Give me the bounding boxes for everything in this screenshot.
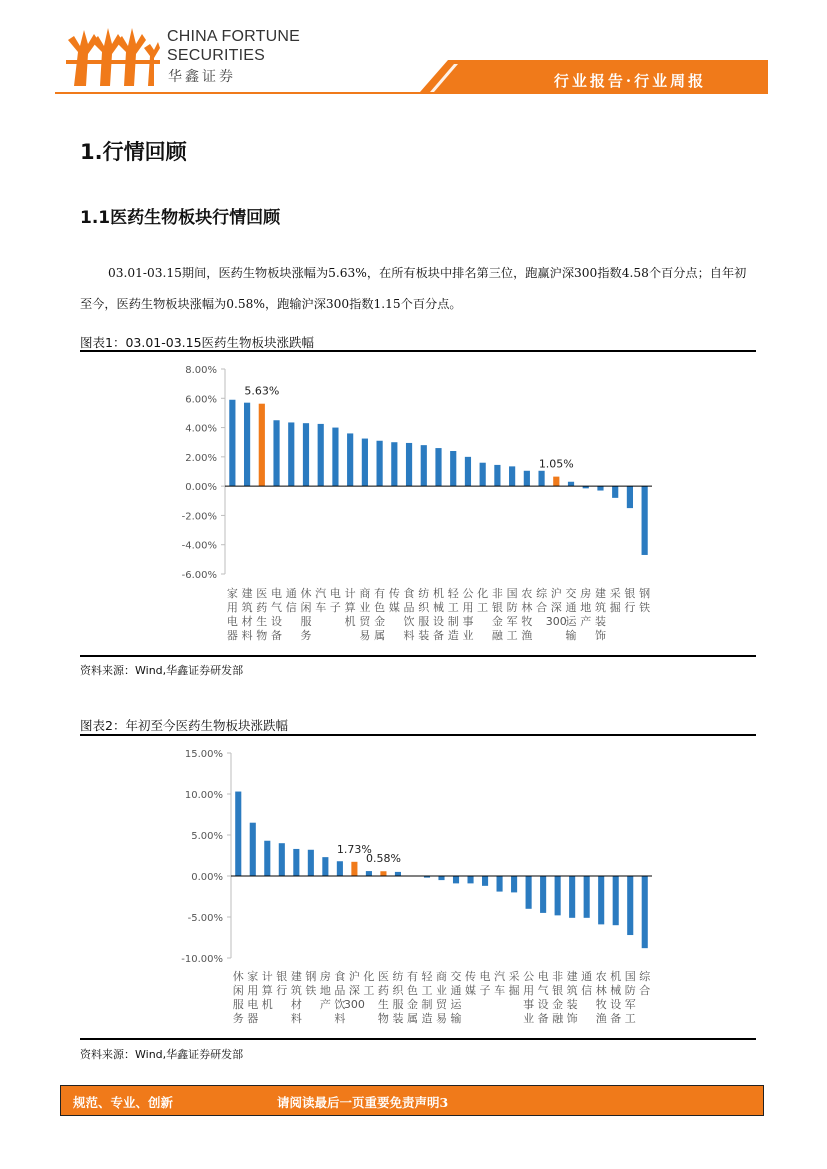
data-label: 1.05% [538,457,574,471]
x-tick-label: 机械设备 [433,587,444,642]
bar-医药生物 [259,404,265,486]
x-tick-label: 钢铁 [639,587,651,614]
x-tick-label: 纺织服装 [418,587,430,642]
bar-纺织服装 [395,872,401,876]
bar-商业贸易 [438,876,444,880]
y-tick-label: -6.00% [181,570,217,581]
x-tick-label: 钢铁 [305,970,317,997]
y-tick-label: 8.00% [185,365,217,376]
x-tick-label: 农林牧渔 [595,970,607,1025]
x-tick-label: 食品饮料 [334,970,346,1025]
x-tick-label: 医药生物 [377,970,389,1025]
x-tick-label: 汽车 [315,587,327,614]
figure-1-source: 资料来源：Wind,华鑫证券研发部 [80,664,244,677]
x-tick-label: 采掘 [508,970,520,997]
figure-2-bottom-rule [80,1038,756,1040]
x-tick-label: 传媒 [465,970,477,997]
x-tick-label: 汽车 [494,970,506,997]
data-label: 5.63% [244,384,280,398]
y-tick-label: -4.00% [181,540,217,552]
bar-家用电器 [250,823,256,876]
bar-建筑装饰 [569,876,575,918]
footer-bar [60,1085,764,1116]
x-tick-label: 化工 [363,970,375,997]
x-tick-label: 房地产 [319,970,331,1011]
x-tick-label: 房地产 [580,587,592,628]
x-tick-label: 轻工制造 [447,587,459,642]
section-heading: 1.行情回顾 [80,140,187,164]
bar-汽车 [497,876,503,892]
brand-name-english: CHINA FORTUNE SECURITIES [167,28,300,64]
bar-国防军工 [627,876,633,935]
x-tick-label: 国防军工 [506,587,518,642]
x-tick-label: 公用事业 [523,970,535,1025]
figure-2-title: 图表2：年初至今医药生物板块涨跌幅 [80,718,288,733]
y-tick-label: 0.00% [185,482,217,494]
bar-化工 [480,463,486,486]
bar-机械设备 [613,876,619,925]
bar-农林牧渔 [524,471,530,486]
bar-非银金融 [494,465,500,486]
bar-轻工制造 [450,451,456,486]
x-tick-label: 电气设备 [537,970,549,1025]
x-tick-label: 化工 [477,587,489,614]
y-tick-label: 15.00% [184,749,223,760]
bar-电气设备 [273,420,279,486]
figure-2-top-rule [80,734,756,736]
x-tick-label: 采掘 [609,587,621,614]
bar-通信 [288,422,294,486]
x-tick-label: 通信 [581,970,593,997]
bar-纺织服装 [421,445,427,486]
x-tick-label: 综合 [536,587,548,614]
x-tick-label: 纺织服装 [392,970,404,1025]
y-tick-label: 5.00% [191,831,223,842]
x-tick-label: 建筑材料 [290,970,302,1025]
company-logo [64,22,160,88]
x-tick-label: 休闲服务 [232,970,244,1025]
x-tick-label: 交通运输 [450,970,462,1025]
x-tick-label: 食品饮料 [403,587,415,642]
x-tick-label: 非银金融 [491,587,503,642]
x-tick-label: 沪深 300 [545,587,567,628]
bar-公用事业 [526,876,532,909]
x-tick-label: 建筑装饰 [594,587,606,642]
y-tick-label: 6.00% [185,394,217,406]
figure-1-bottom-rule [80,655,756,657]
bar-沪深300 [351,862,357,876]
bar-交通运输 [568,482,574,486]
bar-国防军工 [509,466,515,486]
bar-通信 [584,876,590,918]
x-tick-label: 商业贸易 [359,587,371,642]
y-tick-label: 0.00% [191,872,223,883]
y-tick-label: 10.00% [184,790,223,801]
bar-综合 [642,876,648,948]
x-tick-label: 沪深 300 [343,970,365,1011]
figure-2-source: 资料来源：Wind,华鑫证券研发部 [80,1048,244,1061]
x-tick-label: 电气设备 [271,587,283,642]
data-label: 0.58% [365,852,401,866]
bar-沪深300 [553,477,559,487]
x-tick-label: 传媒 [388,587,400,614]
chart-1 [0,355,827,655]
bar-非银金融 [555,876,561,915]
y-tick-label: 4.00% [185,423,217,435]
bar-传媒 [391,442,397,486]
x-tick-label: 综合 [639,970,651,997]
bar-有色金属 [377,441,383,486]
bar-休闲服务 [303,423,309,486]
bar-交通运输 [453,876,459,883]
y-tick-label: -10.00% [181,954,223,965]
x-tick-label: 建筑装饰 [566,970,578,1025]
chart-2 [0,738,827,1038]
bar-建筑装饰 [597,486,603,490]
bar-商业贸易 [362,439,368,487]
figure-1-title: 图表1：03.01-03.15医药生物板块涨跌幅 [80,335,315,350]
bar-公用事业 [465,457,471,486]
brand-name-chinese: 华鑫证券 [168,69,236,85]
bar-医药生物 [380,871,386,876]
bar-综合 [538,471,544,486]
y-tick-label: 2.00% [185,452,217,464]
bar-电子 [332,428,338,487]
bar-计算机 [264,841,270,876]
x-tick-label: 计算机 [261,970,273,1011]
x-tick-label: 建筑材料 [241,587,253,642]
bar-休闲服务 [235,792,241,876]
report-type: 行业报告·行业周报 [553,72,707,90]
footer-disclaimer: 请阅读最后一页重要免责声明3 [277,1095,449,1110]
x-tick-label: 家用电器 [226,587,238,642]
x-tick-label: 国防军工 [624,970,636,1025]
bar-建筑材料 [244,403,250,486]
y-tick-label: -5.00% [187,913,223,924]
x-tick-label: 交通运输 [565,587,577,642]
bar-汽车 [318,424,324,486]
bar-计算机 [347,433,353,486]
bar-银行 [627,486,633,508]
bar-食品饮料 [406,443,412,486]
bar-食品饮料 [337,861,343,876]
x-tick-label: 轻工制造 [421,970,433,1025]
bar-建筑材料 [293,849,299,876]
bar-家用电器 [229,400,235,486]
x-tick-label: 商业贸易 [436,970,447,1025]
x-tick-label: 计算机 [344,587,356,628]
bar-钢铁 [308,850,314,876]
bar-电气设备 [540,876,546,913]
x-tick-label: 电子 [329,587,341,614]
x-tick-label: 农林牧渔 [521,587,533,642]
x-tick-label: 机械设备 [610,970,622,1025]
x-tick-label: 通信 [285,587,297,614]
bar-采掘 [511,876,517,892]
figure-1-top-rule [80,350,756,352]
bar-化工 [366,871,372,876]
x-tick-label: 银行 [624,587,636,614]
bar-机械设备 [435,448,441,486]
bar-采掘 [612,486,618,498]
x-tick-label: 公用事业 [462,587,474,642]
header-divider [55,92,768,94]
x-tick-label: 非银金融 [552,970,564,1025]
bar-农林牧渔 [598,876,604,924]
bar-银行 [279,843,285,876]
x-tick-label: 有色金属 [374,587,386,642]
x-tick-label: 休闲服务 [300,587,312,642]
x-tick-label: 医药生物 [256,587,268,642]
y-tick-label: -2.00% [181,511,217,523]
bar-传媒 [467,876,473,883]
x-tick-label: 电子 [479,970,491,997]
summary-paragraph: 03.01-03.15期间，医药生物板块涨幅为5.63%，在所有板块中排名第三位，跑赢沪深300指数4.58个百分点；自年初至今，医药生物板块涨幅为0.58%，跑输沪深300指数1.15个百分点。 [80,266,747,311]
data-label: 1.73% [336,842,372,856]
footer-slogan: 规范、专业、创新 [73,1095,174,1110]
bar-钢铁 [642,486,648,555]
x-tick-label: 家用电器 [247,970,259,1025]
x-tick-label: 银行 [276,970,288,997]
bar-房地产 [322,857,328,876]
bar-电子 [482,876,488,886]
x-tick-label: 有色金属 [406,970,418,1025]
subsection-heading: 1.1医药生物板块行情回顾 [80,208,281,228]
